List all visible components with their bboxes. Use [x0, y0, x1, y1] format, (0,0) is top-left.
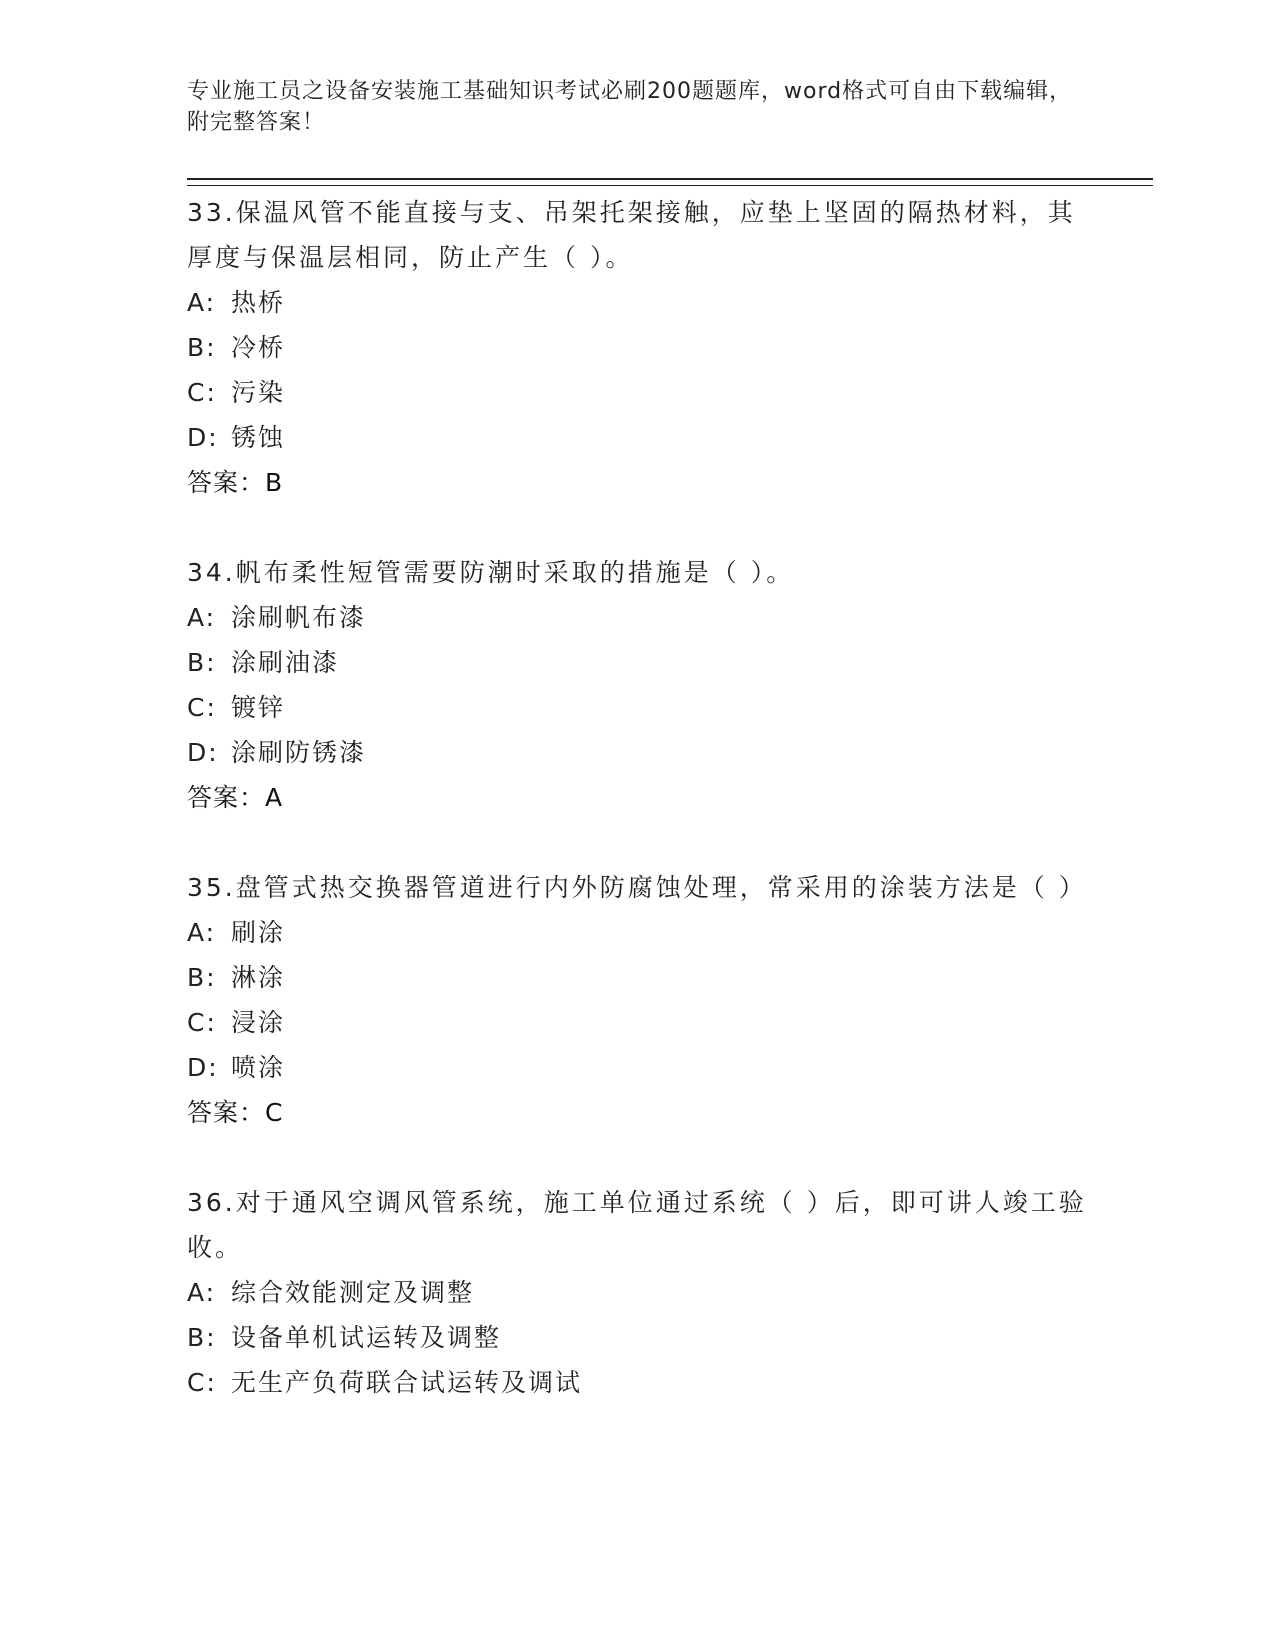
option-letter: A:	[187, 288, 217, 317]
option-b	[187, 640, 1087, 685]
answer-line: 答案：C	[187, 1098, 284, 1127]
option-letter: A:	[187, 603, 217, 632]
option-a	[187, 1270, 1087, 1315]
option-letter: C:	[187, 693, 217, 722]
option-c	[187, 1360, 1087, 1405]
option-c	[187, 370, 1087, 415]
option-letter: B:	[187, 648, 217, 677]
question-spacer	[187, 1135, 1087, 1180]
option-b	[187, 955, 1087, 1000]
option-b	[187, 325, 1087, 370]
option-letter: A:	[187, 1278, 217, 1307]
question-stem: 35.盘管式热交换器管道进行内外防腐蚀处理，常采用的涂装方法是（ ）	[187, 873, 1087, 902]
option-letter: C:	[187, 1368, 217, 1397]
option-a	[187, 595, 1087, 640]
option-text: 锈蚀	[231, 423, 286, 452]
question-stem: 33.保温风管不能直接与支、吊架托架接触，应垫上坚固的隔热材料，其厚度与保温层相同，防止产生（ ）。	[187, 198, 1076, 272]
question-list	[187, 190, 1087, 1405]
option-text: 刷涂	[231, 918, 286, 947]
option-text: 涂刷油漆	[231, 648, 340, 677]
option-text: 涂刷防锈漆	[231, 738, 367, 767]
option-text: 综合效能测定及调整	[231, 1278, 475, 1307]
option-text: 无生产负荷联合试运转及调试	[231, 1368, 583, 1397]
answer-line: 答案：A	[187, 783, 284, 812]
option-d	[187, 415, 1087, 460]
question-spacer	[187, 505, 1087, 550]
option-text: 浸涂	[231, 1008, 286, 1037]
question-35	[187, 865, 1087, 1135]
option-text: 污染	[231, 378, 286, 407]
option-letter: B:	[187, 1323, 217, 1352]
answer-line: 答案：B	[187, 468, 284, 497]
option-letter: D:	[187, 1053, 219, 1082]
option-letter: A:	[187, 918, 217, 947]
option-letter: B:	[187, 963, 217, 992]
document-header: 专业施工员之设备安装施工基础知识考试必刷200题题库，word格式可自由下载编辑，附完整答案！	[187, 79, 1073, 135]
option-text: 涂刷帆布漆	[231, 603, 367, 632]
option-letter: D:	[187, 738, 219, 767]
option-letter: C:	[187, 378, 217, 407]
option-text: 喷涂	[231, 1053, 286, 1082]
option-text: 冷桥	[231, 333, 286, 362]
option-a	[187, 910, 1087, 955]
option-text: 镀锌	[231, 693, 286, 722]
question-33	[187, 190, 1087, 505]
option-text: 热桥	[231, 288, 286, 317]
option-d	[187, 730, 1087, 775]
option-b	[187, 1315, 1087, 1360]
question-stem: 34.帆布柔性短管需要防潮时采取的措施是（ ）。	[187, 558, 795, 587]
question-stem: 36.对于通风空调风管系统，施工单位通过系统（ ）后，即可讲人竣工验收。	[187, 1188, 1087, 1262]
option-c	[187, 685, 1087, 730]
option-text: 淋涂	[231, 963, 286, 992]
option-letter: D:	[187, 423, 219, 452]
option-letter: B:	[187, 333, 217, 362]
question-36	[187, 1180, 1087, 1405]
option-a	[187, 280, 1087, 325]
option-text: 设备单机试运转及调整	[231, 1323, 502, 1352]
option-d	[187, 1045, 1087, 1090]
header-divider	[187, 178, 1153, 186]
option-letter: C:	[187, 1008, 217, 1037]
question-spacer	[187, 820, 1087, 865]
question-34	[187, 550, 1087, 820]
option-c	[187, 1000, 1087, 1045]
